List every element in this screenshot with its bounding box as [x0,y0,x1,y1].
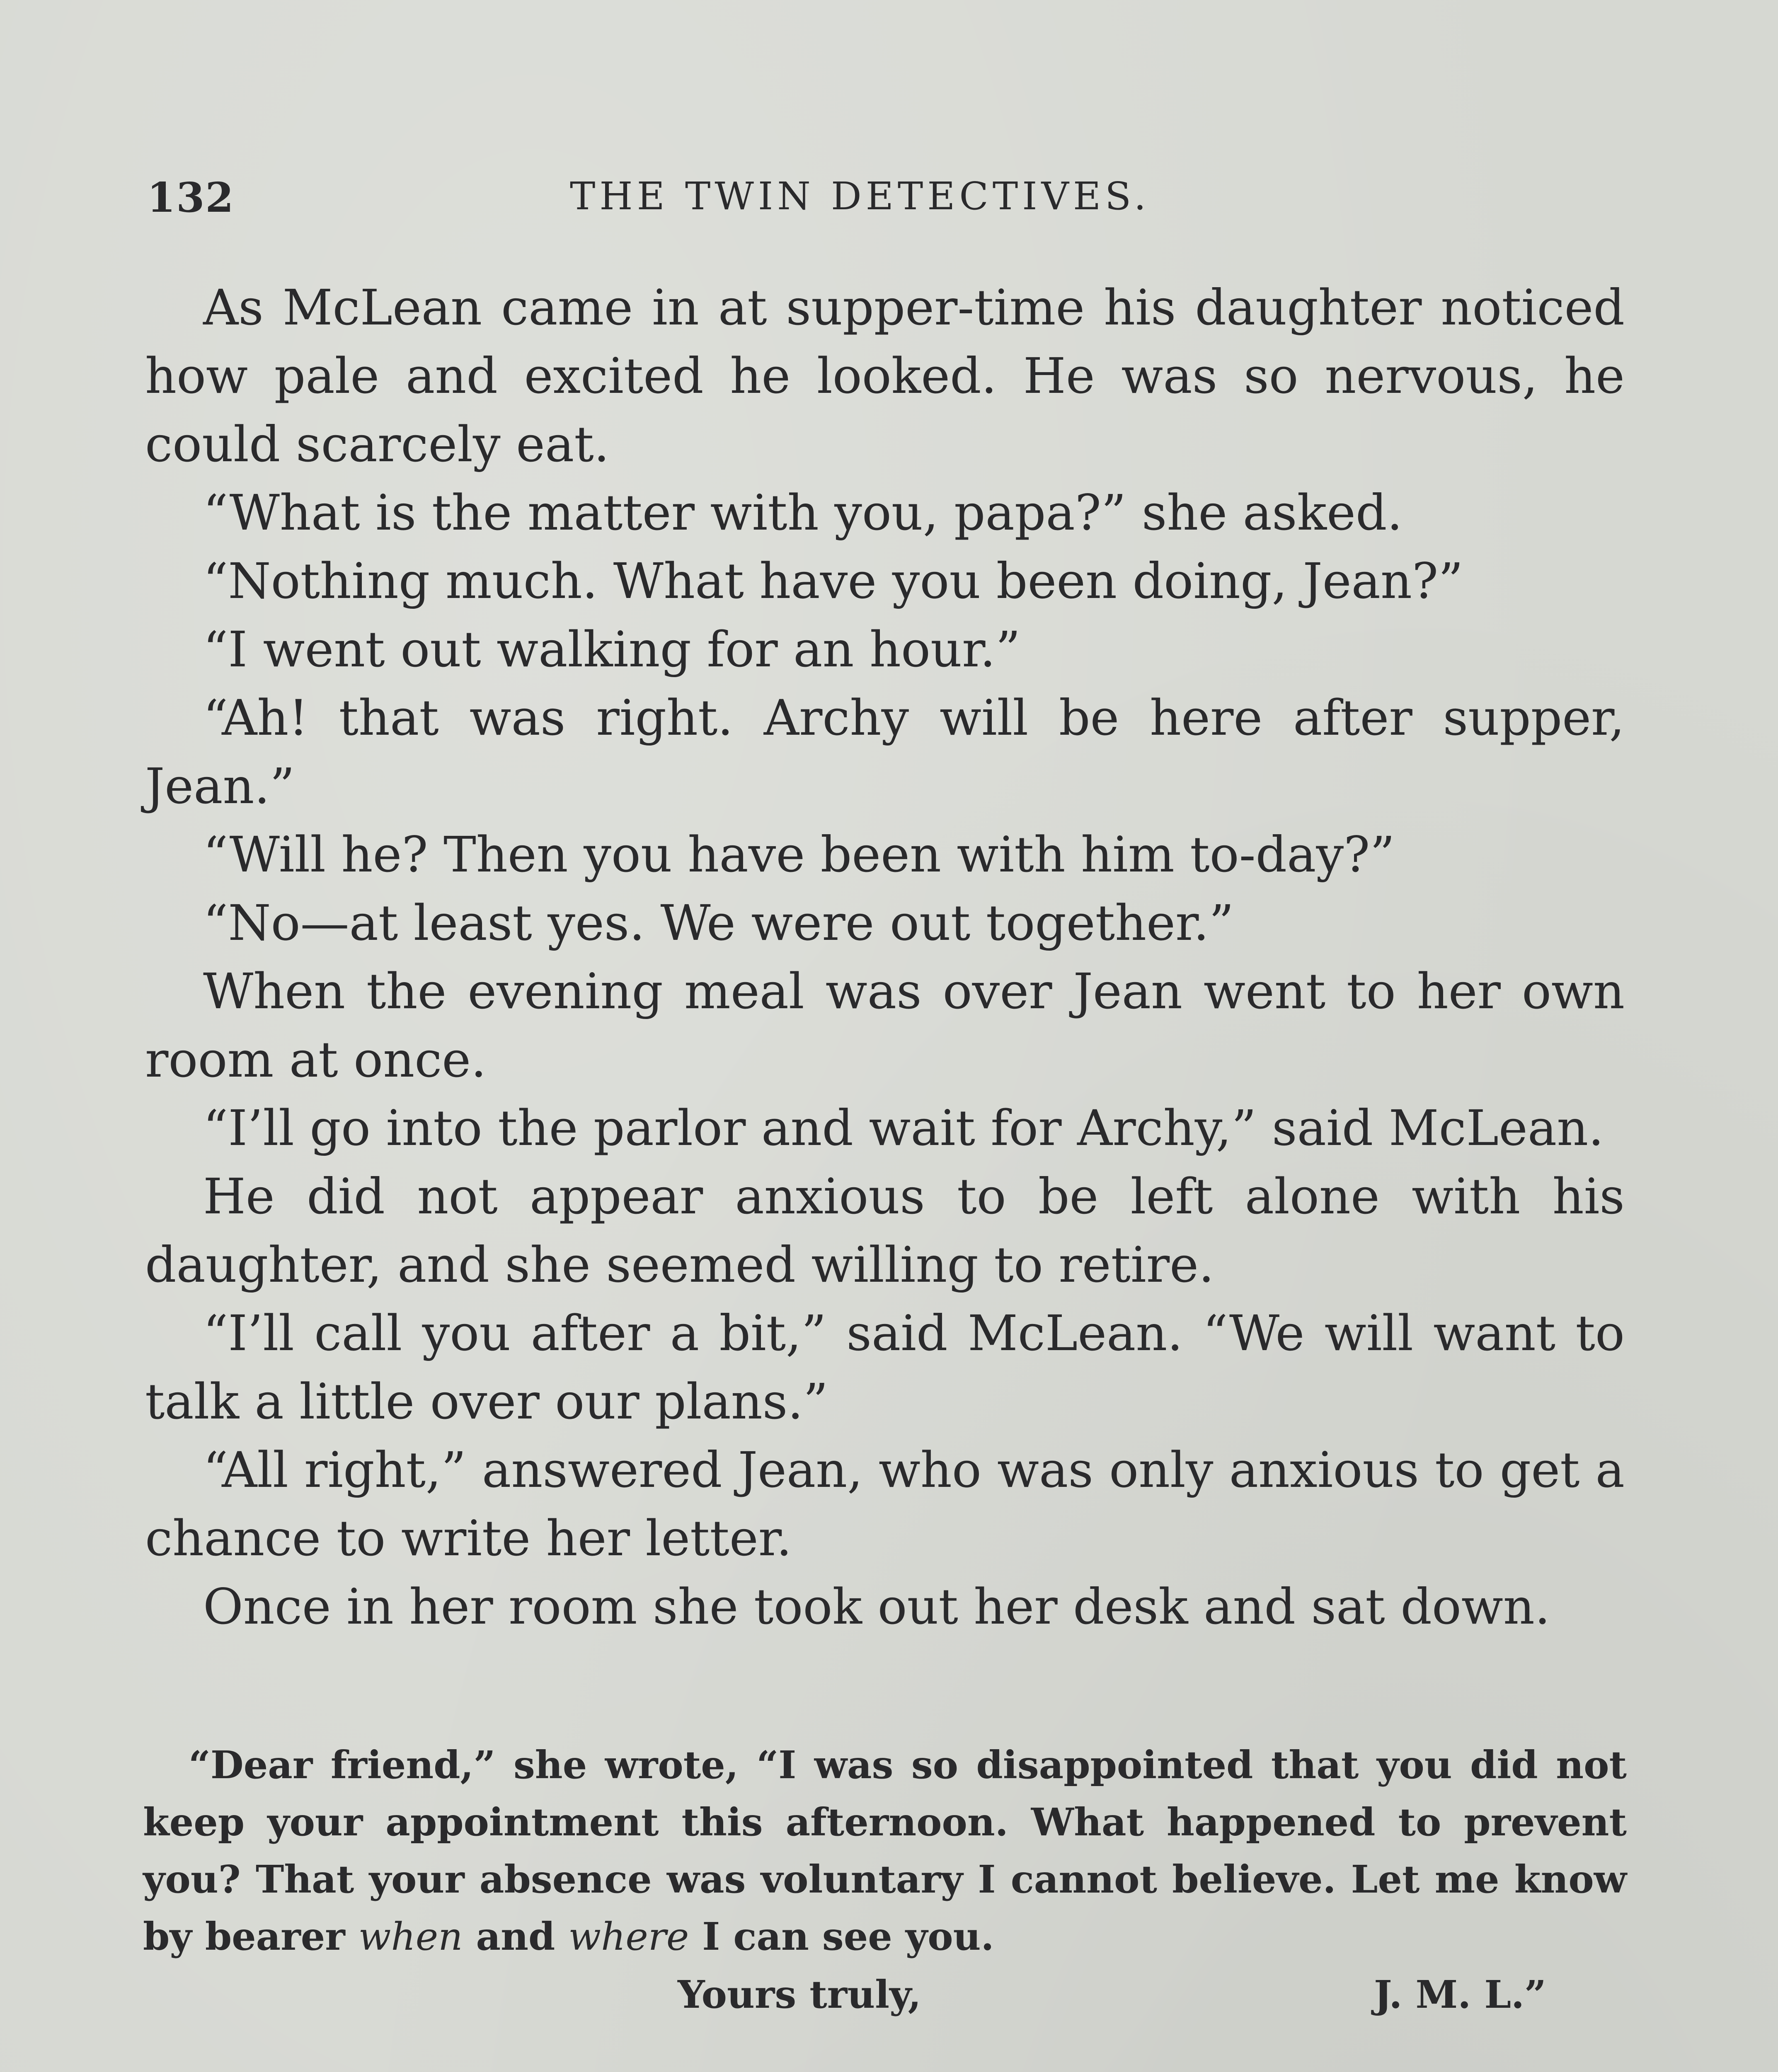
paragraph: When the evening meal was over Jean went to her own room at once. [145,963,1625,1088]
letter-emphasis-where: where [568,1915,689,1959]
letter-emphasis-when: when [358,1915,463,1959]
letter-block [143,1736,1627,2024]
letter-signature: J. M. L.” [1374,1972,1546,2017]
running-title: THE TWIN DETECTIVES. [570,174,1151,218]
paragraph: Once in her room she took out her desk and sat down. [203,1578,1550,1635]
paragraph: “I’ll call you after a bit,” said McLean. “We will want to talk a little over our plans.” [145,1305,1625,1430]
letter-text: I can see you. [689,1914,994,1959]
page-header [147,174,1631,236]
letter-text: “Dear friend,” she wrote, “I was so disappointed that you did not keep your appointment this afternoon. What happened to prevent you? That your absence was voluntary I cannot believe. Let me know by bearer [143,1743,1627,1959]
paragraph: “Nothing much. What have you been doing, Jean?” [203,552,1463,610]
paragraph: “I’ll go into the parlor and wait for Archy,” said McLean. [203,1099,1604,1157]
paragraph: He did not appear anxious to be left alone with his daughter, and she seemed willing to retire. [145,1168,1625,1293]
body-text-before-letter [145,274,1625,1641]
paragraph: “No—at least yes. We were out together.” [203,894,1234,951]
page-number: 132 [147,174,235,222]
paragraph: “Will he? Then you have been with him to-day?” [203,826,1395,883]
letter-signoff [143,1965,1627,2024]
letter-text: and [463,1914,569,1959]
paragraph: “What is the matter with you, papa?” she asked. [203,484,1403,541]
paragraph: “I went out walking for an hour.” [203,621,1021,678]
paragraph: As McLean came in at supper-time his daughter noticed how pale and excited he looked. He was so nervous, he could scarcely eat. [145,279,1625,473]
letter-closing: Yours truly, [678,1972,921,2017]
letter-body [143,1736,1627,1965]
paragraph: “Ah! that was right. Archy will be here after supper, Jean.” [145,689,1625,815]
paragraph: “All right,” answered Jean, who was only anxious to get a chance to write her letter. [145,1441,1625,1567]
